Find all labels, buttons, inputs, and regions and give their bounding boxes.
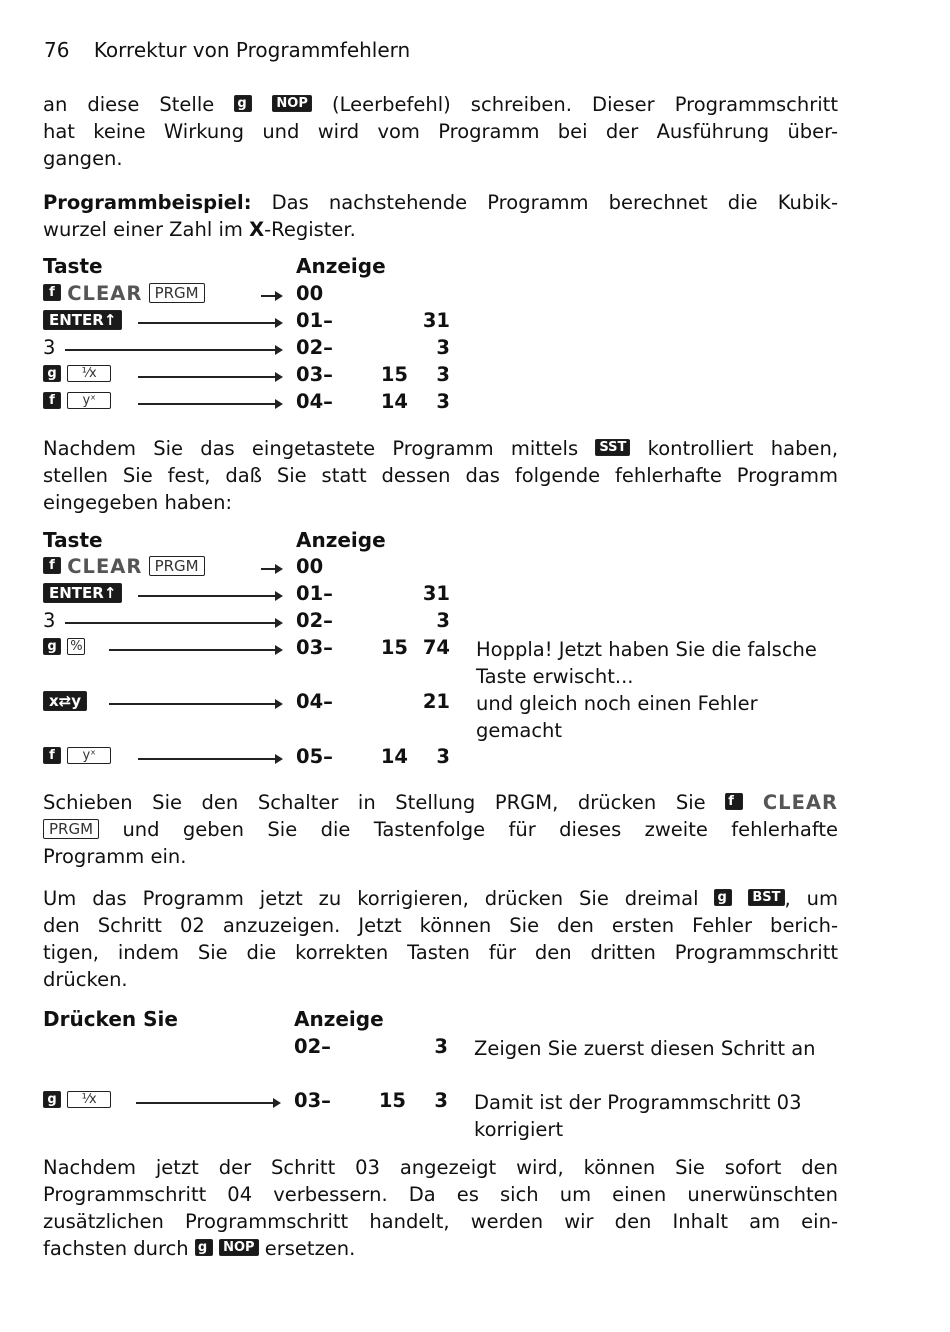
table-row — [43, 1035, 873, 1089]
page-header — [44, 38, 410, 62]
col-header-display: Anzeige — [296, 254, 386, 278]
page-title: Korrektur von Programmfehlern — [93, 38, 411, 62]
keycode: 3 — [436, 745, 450, 768]
text: an diese Stelle — [43, 93, 215, 116]
f-key-icon: f — [43, 284, 61, 301]
col-header-key: Taste — [43, 254, 103, 278]
swap-xy-key-icon: x⇄y — [43, 691, 87, 711]
paragraph-correction — [43, 885, 838, 993]
g-key-icon: g — [43, 365, 61, 382]
arrow-icon — [138, 758, 281, 760]
clear-label: CLEAR — [67, 282, 143, 305]
enter-key-icon: ENTER↑ — [43, 310, 122, 330]
paragraph-error-intro — [43, 435, 838, 516]
prgm-key-icon: PRGM — [43, 819, 99, 839]
keycode: 15 — [378, 1089, 406, 1112]
text: (Leerbefehl) schreiben. Dieser Programmschritt — [331, 93, 838, 116]
text: stellen Sie fest, daß Sie statt dessen das folgende fehlerhafte Programm — [43, 464, 838, 487]
bst-key-icon: BST — [748, 889, 784, 906]
g-key-icon: g — [195, 1239, 213, 1256]
table-row — [43, 555, 873, 582]
register-name: X — [249, 218, 265, 241]
step-number: 02– — [294, 1035, 331, 1058]
arrow-icon — [65, 349, 281, 351]
table-row — [43, 1089, 873, 1143]
keycode: 21 — [422, 690, 450, 713]
keycode: 3 — [436, 609, 450, 632]
keycode: 3 — [436, 336, 450, 359]
power-key-icon: yˣ — [67, 392, 111, 409]
keycode: 31 — [422, 582, 450, 605]
col-header-key: Drücken Sie — [43, 1007, 178, 1031]
keycode: 3 — [436, 363, 450, 386]
text: Nachdem Sie das eingetastete Programm mittels — [43, 437, 579, 460]
arrow-icon — [138, 403, 281, 405]
sst-key-icon: SST — [595, 439, 630, 456]
table-row — [43, 745, 873, 772]
arrow-icon — [138, 376, 281, 378]
keycode: 3 — [434, 1035, 448, 1058]
text: gangen. — [43, 147, 123, 170]
annotation: Hoppla! Jetzt haben Sie die falsche Taste erwischt... — [476, 638, 817, 688]
paragraph-example-intro — [43, 189, 838, 243]
step-number: 01– — [296, 309, 333, 332]
g-key-icon: g — [43, 1091, 61, 1108]
text: , um — [784, 887, 839, 910]
reciprocal-key-icon: ¹⁄x — [67, 365, 111, 382]
reciprocal-key-icon: ¹⁄x — [67, 1091, 111, 1108]
f-key-icon: f — [43, 557, 61, 574]
nop-key-icon: NOP — [272, 95, 311, 112]
digit-key: 3 — [43, 609, 56, 632]
text: Programmschritt 04 verbessern. Da es sich um einen unerwünschten — [43, 1183, 838, 1206]
step-number: 05– — [296, 745, 333, 768]
col-header-key: Taste — [43, 528, 103, 552]
table-row — [43, 690, 873, 744]
arrow-icon — [109, 703, 281, 705]
text: den Schritt 02 anzuzeigen. Jetzt können Sie den ersten Fehler berich- — [43, 914, 838, 937]
table-row — [43, 282, 873, 309]
table-row — [43, 582, 873, 609]
g-key-icon: g — [43, 638, 61, 655]
keycode: 31 — [422, 309, 450, 332]
step-number: 00 — [296, 282, 324, 305]
step-number: 01– — [296, 582, 333, 605]
text: Schieben Sie den Schalter in Stellung PRGM, drücken Sie — [43, 791, 706, 814]
arrow-icon — [138, 322, 281, 324]
text: -Register. — [264, 218, 356, 241]
annotation: Damit ist der Programmschritt 03 korrigiert — [474, 1091, 802, 1141]
clear-label: CLEAR — [67, 555, 143, 578]
arrow-icon — [65, 622, 281, 624]
keycode: 15 — [380, 636, 408, 659]
text: Nachdem jetzt der Schritt 03 angezeigt wird, können Sie sofort den — [43, 1156, 838, 1179]
table-row — [43, 390, 873, 417]
paragraph-switch — [43, 789, 838, 870]
arrow-icon — [138, 595, 281, 597]
text: kontrolliert haben, — [647, 437, 839, 460]
arrow-icon — [261, 568, 281, 570]
g-key-icon: g — [234, 95, 252, 112]
page-number: 76 — [44, 38, 70, 62]
arrow-icon — [109, 649, 281, 651]
f-key-icon: f — [43, 747, 61, 764]
table-row — [43, 363, 873, 390]
step-number: 03– — [296, 363, 333, 386]
text: Das nachstehende Programm berechnet die Kubik- — [271, 191, 839, 214]
paragraph-final — [43, 1154, 838, 1262]
f-key-icon: f — [43, 392, 61, 409]
prgm-key-icon: PRGM — [149, 556, 205, 576]
annotation: Zeigen Sie zuerst diesen Schritt an — [474, 1037, 816, 1060]
text: drücken. — [43, 968, 128, 991]
power-key-icon: yˣ — [67, 747, 111, 764]
text: und geben Sie die Tastenfolge für dieses zweite fehlerhafte — [122, 818, 839, 841]
keycode: 3 — [434, 1089, 448, 1112]
clear-label: CLEAR — [762, 791, 839, 814]
keycode: 3 — [436, 390, 450, 413]
step-number: 03– — [296, 636, 333, 659]
digit-key: 3 — [43, 336, 56, 359]
g-key-icon: g — [714, 889, 732, 906]
step-number: 02– — [296, 336, 333, 359]
keycode: 15 — [380, 363, 408, 386]
table-row — [43, 609, 873, 636]
text: Programm ein. — [43, 845, 187, 868]
arrow-icon — [261, 295, 281, 297]
col-header-display: Anzeige — [294, 1007, 384, 1031]
text: fachsten durch — [43, 1237, 189, 1260]
text: tigen, indem Sie die korrekten Tasten für den dritten Programmschritt — [43, 941, 838, 964]
paragraph-nop-intro — [43, 91, 838, 172]
nop-key-icon: NOP — [219, 1239, 258, 1256]
percent-key-icon: % — [67, 638, 85, 655]
enter-key-icon: ENTER↑ — [43, 583, 122, 603]
text: ersetzen. — [264, 1237, 356, 1260]
keycode: 74 — [422, 636, 450, 659]
example-label: Programmbeispiel: — [43, 191, 252, 214]
text: eingegeben haben: — [43, 491, 233, 514]
step-number: 00 — [296, 555, 324, 578]
text: wurzel einer Zahl im — [43, 218, 243, 241]
f-key-icon: f — [725, 793, 743, 810]
step-number: 03– — [294, 1089, 331, 1112]
step-number: 02– — [296, 609, 333, 632]
prgm-key-icon: PRGM — [149, 283, 205, 303]
col-header-display: Anzeige — [296, 528, 386, 552]
step-number: 04– — [296, 390, 333, 413]
text: Um das Programm jetzt zu korrigieren, drücken Sie dreimal — [43, 887, 699, 910]
text: hat keine Wirkung und wird vom Programm bei der Ausführung über- — [43, 120, 838, 143]
text: zusätzlichen Programmschritt handelt, werden wir den Inhalt am ein- — [43, 1210, 838, 1233]
table-row — [43, 336, 873, 363]
annotation: und gleich noch einen Fehler gemacht — [476, 692, 758, 742]
keycode: 14 — [380, 745, 408, 768]
keycode: 14 — [380, 390, 408, 413]
step-number: 04– — [296, 690, 333, 713]
arrow-icon — [136, 1102, 279, 1104]
table-row — [43, 636, 873, 690]
table-row — [43, 309, 873, 336]
